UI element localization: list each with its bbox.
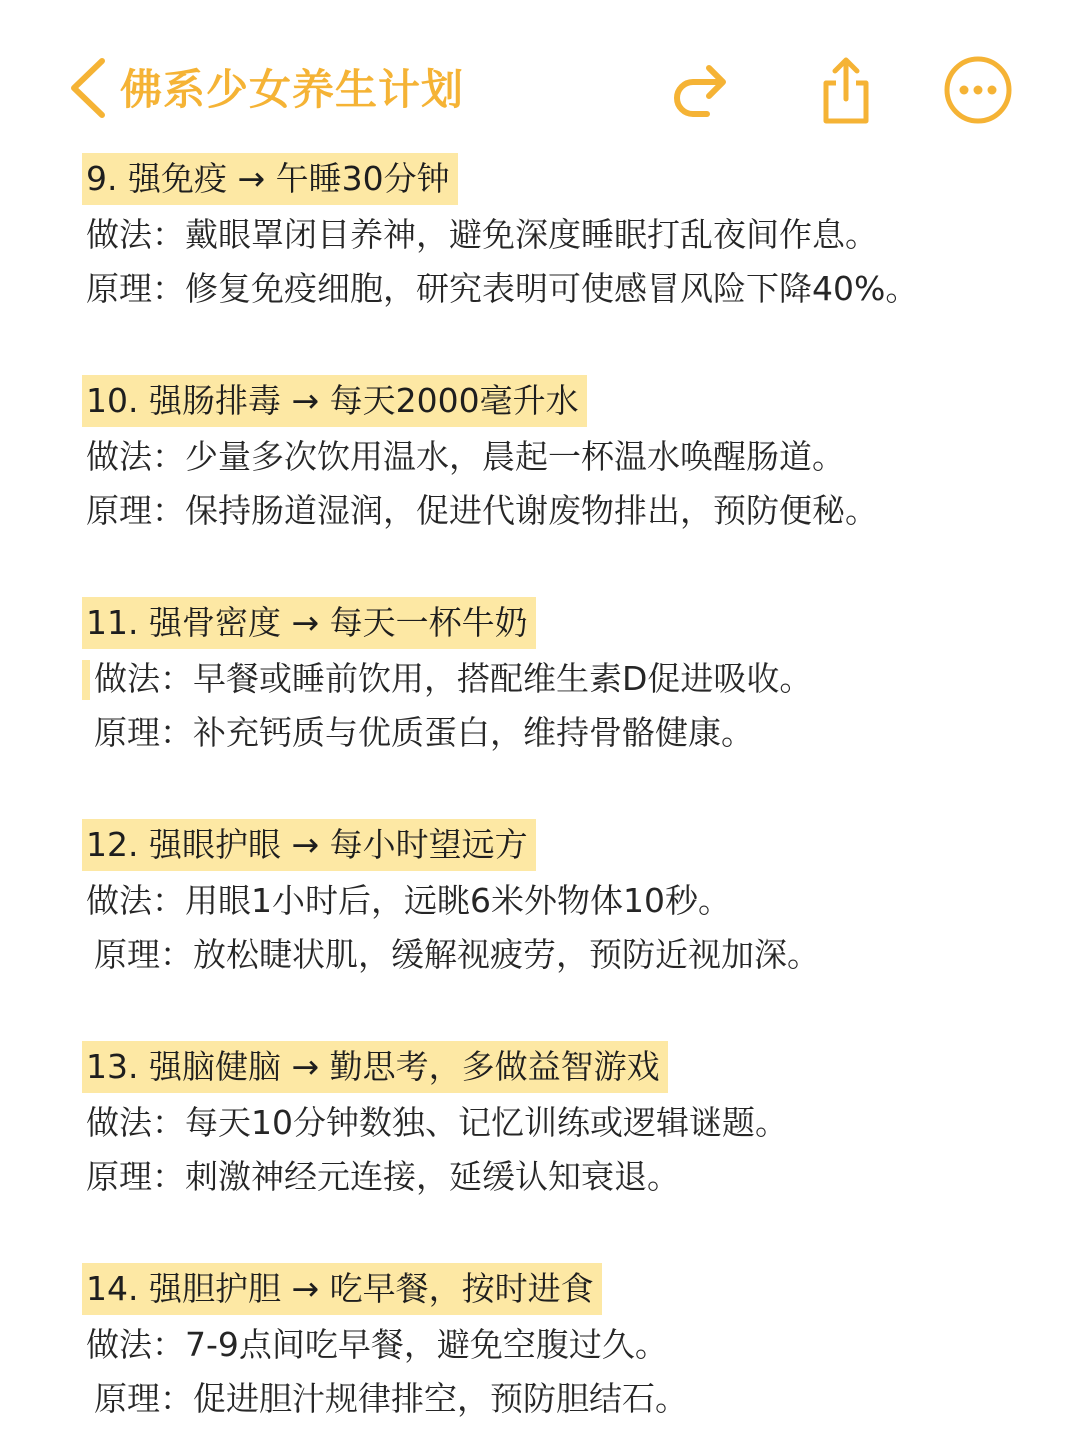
- method-label: 做法：: [86, 881, 185, 920]
- method-label: 做法：: [86, 437, 185, 476]
- tip-section-13: [82, 1038, 1042, 1204]
- method-text: 戴眼罩闭目养神，避免深度睡眠打乱夜间作息。: [185, 215, 878, 254]
- method-line: [82, 1096, 1042, 1150]
- method-line: [82, 430, 1042, 484]
- chevron-left-icon: [66, 55, 110, 121]
- tip-heading: 12. 强眼护眼 → 每小时望远方: [82, 819, 536, 871]
- reason-label: 原理：: [94, 935, 193, 974]
- reason-label: 原理：: [94, 713, 193, 752]
- more-button[interactable]: [940, 52, 1016, 128]
- reason-label: 原理：: [86, 491, 185, 530]
- reason-text: 补充钙质与优质蛋白，维持骨骼健康。: [193, 713, 754, 752]
- reason-text: 保持肠道湿润，促进代谢废物排出，预防便秘。: [185, 491, 878, 530]
- reason-text: 促进胆汁规律排空，预防胆结石。: [193, 1379, 688, 1418]
- method-label: 做法：: [86, 215, 185, 254]
- tip-heading: 11. 强骨密度 → 每天一杯牛奶: [82, 597, 536, 649]
- tip-section-12: [82, 816, 1042, 982]
- tip-section-10: [82, 372, 1042, 538]
- tip-section-9: [82, 150, 1042, 316]
- reason-line: [82, 1372, 1042, 1426]
- method-text: 用眼1小时后，远眺6米外物体10秒。: [185, 881, 731, 920]
- reason-text: 放松睫状肌，缓解视疲劳，预防近视加深。: [193, 935, 820, 974]
- method-line: [82, 874, 1042, 928]
- method-text: 7-9点间吃早餐，避免空腹过久。: [185, 1325, 668, 1364]
- method-label: 做法：: [86, 1103, 185, 1142]
- share-button[interactable]: [808, 52, 884, 128]
- reason-label: 原理：: [86, 1157, 185, 1196]
- nav-bar: [0, 0, 1080, 150]
- reason-line: [82, 262, 1042, 316]
- note-content[interactable]: [82, 150, 1042, 1426]
- method-text: 早餐或睡前饮用，搭配维生素D促进吸收。: [193, 659, 813, 698]
- share-icon: [816, 55, 876, 125]
- reason-line: [82, 928, 1042, 982]
- tip-heading: 9. 强免疫 → 午睡30分钟: [82, 153, 458, 205]
- reason-line: [82, 1150, 1042, 1204]
- method-line: [82, 208, 1042, 262]
- method-line: [82, 1318, 1042, 1372]
- redo-button[interactable]: [662, 52, 738, 128]
- tip-section-14: [82, 1260, 1042, 1426]
- page-title: 佛系少女养生计划: [120, 65, 465, 114]
- reason-text: 刺激神经元连接，延缓认知衰退。: [185, 1157, 680, 1196]
- method-line: [82, 652, 1042, 706]
- tip-section-11: [82, 594, 1042, 760]
- reason-line: [82, 706, 1042, 760]
- method-text: 每天10分钟数独、记忆训练或逻辑谜题。: [185, 1103, 788, 1142]
- back-button[interactable]: [60, 52, 116, 124]
- method-text: 少量多次饮用温水，晨起一杯温水唤醒肠道。: [185, 437, 845, 476]
- reason-text: 修复免疫细胞，研究表明可使感冒风险下降40%。: [185, 269, 919, 308]
- reason-label: 原理：: [94, 1379, 193, 1418]
- method-label: 做法：: [94, 659, 193, 698]
- reason-label: 原理：: [86, 269, 185, 308]
- tip-heading: 10. 强肠排毒 → 每天2000毫升水: [82, 375, 587, 427]
- more-icon: [943, 55, 1013, 125]
- tip-heading: 14. 强胆护胆 → 吃早餐，按时进食: [82, 1263, 602, 1315]
- reason-line: [82, 484, 1042, 538]
- tip-heading: 13. 强脑健脑 → 勤思考，多做益智游戏: [82, 1041, 668, 1093]
- redo-icon: [667, 60, 733, 120]
- method-label: 做法：: [86, 1325, 185, 1364]
